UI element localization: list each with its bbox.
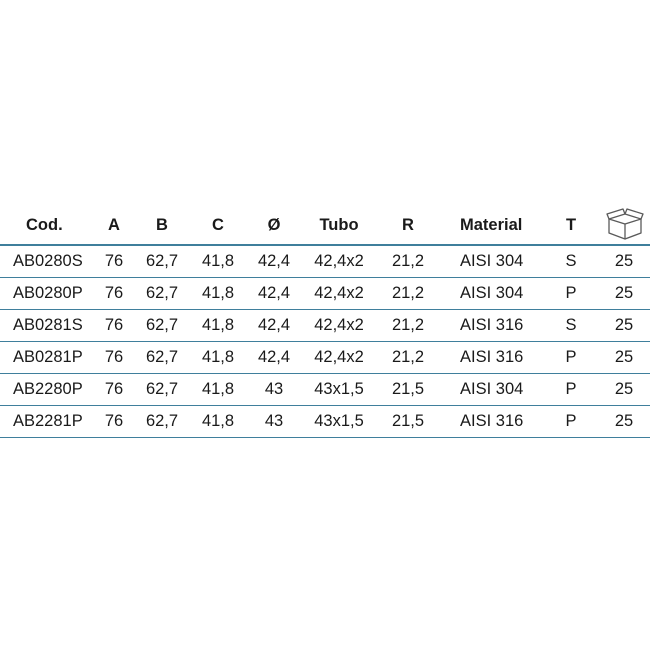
cell-b: 62,7 [145,348,179,366]
cell-code: AB2280P [13,380,83,398]
header-type: T [565,215,577,234]
cell-code: AB0280P [13,284,83,302]
cell-diameter: 42,4 [257,252,291,270]
cell-tube: 43x1,5 [314,380,364,398]
cell-diameter: 42,4 [257,284,291,302]
cell-b: 62,7 [145,412,179,430]
cell-a: 76 [104,316,124,334]
cell-material: AISI 304 [460,380,524,398]
cell-r: 21,2 [391,284,425,302]
cell-tube: 42,4x2 [314,252,364,270]
cell-material: AISI 304 [460,252,524,270]
cell-diameter: 43 [264,412,284,430]
cell-tube: 43x1,5 [314,412,364,430]
cell-code: AB0281P [13,348,83,366]
cell-c: 41,8 [201,412,235,430]
cell-b: 62,7 [145,380,179,398]
table-row [0,342,650,374]
table-row [0,246,650,278]
header-a: A [108,215,120,234]
cell-quantity: 25 [614,316,634,334]
table-header-row [0,206,650,246]
cell-r: 21,5 [391,412,425,430]
cell-a: 76 [104,348,124,366]
cell-tube: 42,4x2 [314,348,364,366]
cell-code: AB2281P [13,412,83,430]
cell-c: 41,8 [201,380,235,398]
cell-type: S [565,252,577,270]
cell-a: 76 [104,412,124,430]
cell-material: AISI 316 [460,316,524,334]
cell-r: 21,2 [391,252,425,270]
table-row [0,374,650,406]
cell-type: P [565,284,577,302]
cell-code: AB0281S [13,316,83,334]
cell-quantity: 25 [614,284,634,302]
header-b: B [156,215,168,234]
cell-quantity: 25 [614,348,634,366]
table-row [0,406,650,438]
cell-diameter: 43 [264,380,284,398]
cell-material: AISI 316 [460,412,524,430]
cell-b: 62,7 [145,284,179,302]
cell-r: 21,2 [391,348,425,366]
cell-c: 41,8 [201,348,235,366]
cell-a: 76 [104,252,124,270]
cell-c: 41,8 [201,252,235,270]
box-icon [606,208,644,242]
table-row [0,278,650,310]
cell-type: P [565,348,577,366]
table-row [0,310,650,342]
header-r: R [402,215,414,234]
cell-a: 76 [104,380,124,398]
cell-tube: 42,4x2 [314,316,364,334]
cell-material: AISI 316 [460,348,524,366]
cell-c: 41,8 [201,284,235,302]
cell-c: 41,8 [201,316,235,334]
spec-table [0,206,650,438]
cell-material: AISI 304 [460,284,524,302]
cell-code: AB0280S [13,252,83,270]
cell-b: 62,7 [145,316,179,334]
cell-diameter: 42,4 [257,348,291,366]
cell-b: 62,7 [145,252,179,270]
cell-diameter: 42,4 [257,316,291,334]
cell-type: P [565,412,577,430]
cell-quantity: 25 [614,252,634,270]
cell-r: 21,5 [391,380,425,398]
cell-type: S [565,316,577,334]
header-code: Cod. [26,215,63,234]
header-tube: Tubo [319,215,359,234]
header-diameter: Ø [267,215,281,234]
header-material: Material [460,215,523,234]
cell-a: 76 [104,284,124,302]
cell-type: P [565,380,577,398]
cell-quantity: 25 [614,380,634,398]
cell-quantity: 25 [614,412,634,430]
table-body [0,246,650,438]
cell-tube: 42,4x2 [314,284,364,302]
header-c: C [212,215,224,234]
cell-r: 21,2 [391,316,425,334]
